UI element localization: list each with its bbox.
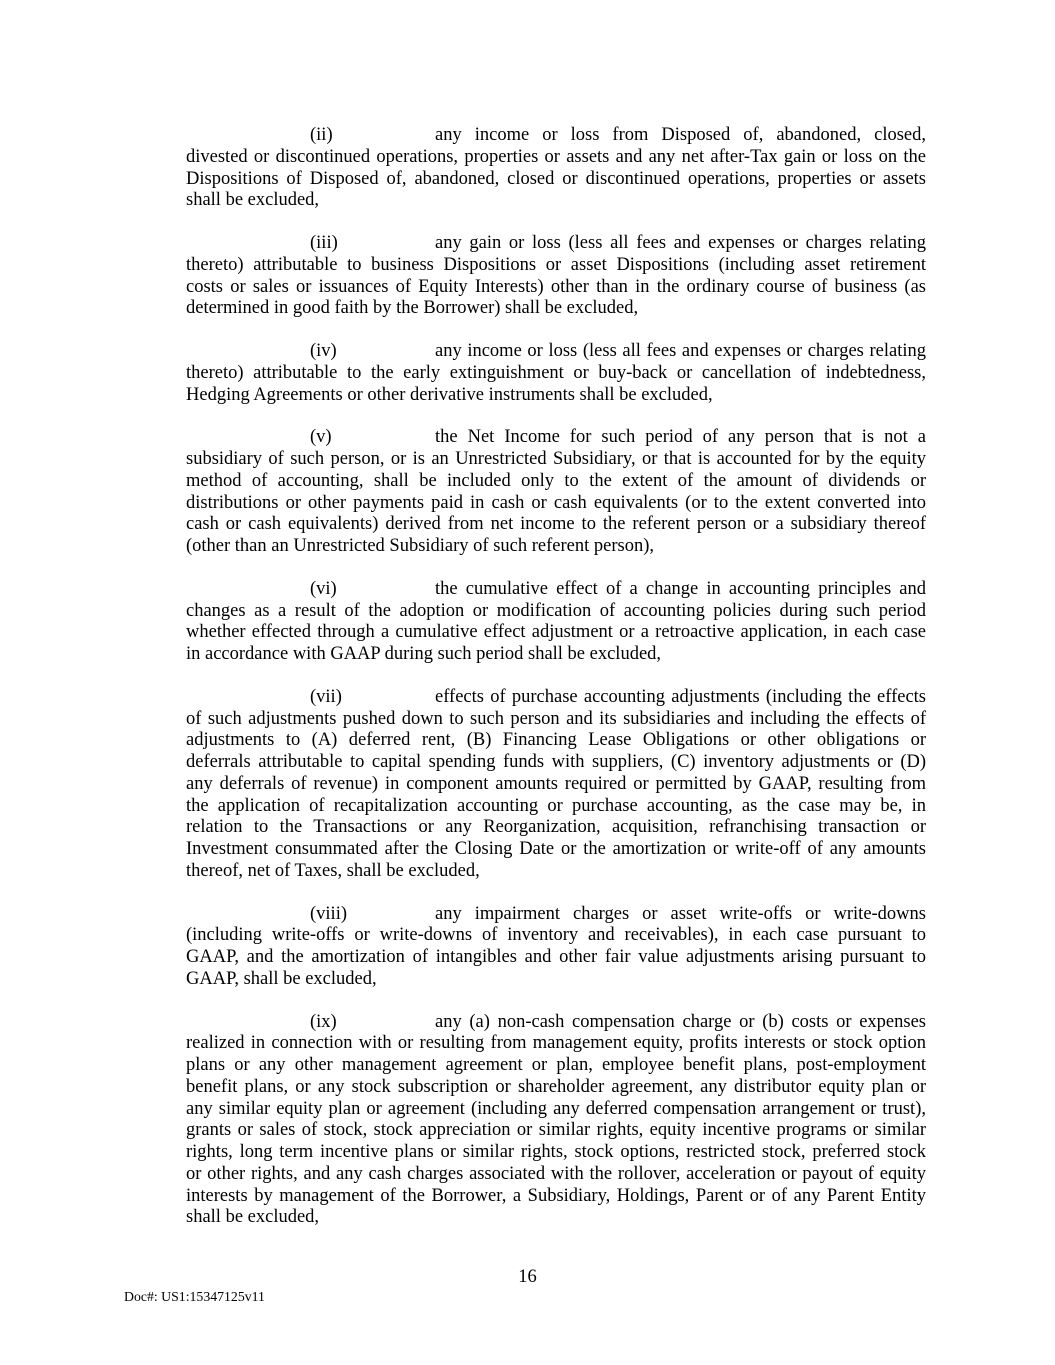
- clause-line: any income or loss from Disposed of, abandoned, closed,: [435, 125, 926, 145]
- clause-number: (vi): [310, 578, 337, 599]
- clause-viii: [186, 904, 926, 991]
- clause-first-line: [186, 125, 926, 147]
- clause-line: effects of purchase accounting adjustments (including the effects: [435, 686, 926, 707]
- clause-first-line: [186, 579, 926, 601]
- clause-line: thereof, net of Taxes, shall be excluded,: [186, 860, 480, 881]
- clause-line: plans or any other management agreement or plan, employee benefit plans, post-employment: [186, 1055, 926, 1075]
- clause-line: determined in good faith by the Borrower) shall be excluded,: [186, 298, 639, 319]
- clause-line: any income or loss (less all fees and expenses or charges relating: [435, 341, 926, 361]
- clause-line: divested or discontinued operations, properties or assets and any net after-Tax gain or loss on the: [186, 146, 926, 167]
- document-footer-id: Doc#: US1:15347125v11: [124, 1289, 265, 1304]
- clause-line: the application of recapitalization accounting or purchase accounting, as the case may be, in: [186, 795, 926, 816]
- clause-line: Dispositions of Disposed of, abandoned, closed or discontinued operations, properties or assets: [186, 168, 926, 189]
- clause-v: [186, 427, 926, 558]
- clause-line: any deferrals of revenue) in component amounts required or permitted by GAAP, resulting from: [186, 773, 926, 794]
- clause-line: deferrals attributable to capital spending funds with suppliers, (C) inventory adjustments or (D): [186, 752, 926, 772]
- clause-vi: [186, 579, 926, 666]
- clause-first-line: [186, 233, 926, 255]
- clause-line: any similar equity plan or agreement (including any deferred compensation arrangement or trust),: [186, 1098, 926, 1119]
- clause-first-line: [186, 904, 926, 926]
- clause-line: any (a) non-cash compensation charge or (b) costs or expenses: [435, 1011, 926, 1032]
- clause-line: benefit plans, or any stock subscription or shareholder agreement, any distributor equity plan or: [186, 1076, 926, 1097]
- clause-line: distributions or other payments paid in cash or cash equivalents (or to the extent converted into: [186, 492, 926, 513]
- page-number: 16: [518, 1267, 537, 1287]
- clause-first-line: [186, 427, 926, 449]
- clause-number: (v): [310, 427, 332, 448]
- clause-number: (vii): [310, 686, 342, 707]
- clause-vii: [186, 687, 926, 883]
- document-body: [186, 125, 926, 1250]
- clause-line: any gain or loss (less all fees and expenses or charges relating: [435, 233, 926, 253]
- clause-iii: [186, 233, 926, 320]
- clause-first-line: [186, 687, 926, 709]
- clause-line: (other than an Unrestricted Subsidiary of such referent person),: [186, 536, 654, 556]
- clause-iv: [186, 341, 926, 406]
- clause-line: adjustments to (A) deferred rent, (B) Financing Lease Obligations or other obligations or: [186, 730, 926, 751]
- clause-line: or other rights, and any cash charges associated with the rollover, acceleration or payout of equity: [186, 1163, 926, 1184]
- clause-ii: [186, 125, 926, 212]
- clause-line: GAAP, shall be excluded,: [186, 968, 377, 989]
- clause-line: shall be excluded,: [186, 1207, 320, 1228]
- clause-line: the cumulative effect of a change in accounting principles and: [435, 578, 926, 599]
- clause-line: realized in connection with or resulting from management equity, profits interests or stock option: [186, 1033, 926, 1054]
- clause-number: (ix): [310, 1011, 337, 1032]
- clause-line: of such adjustments pushed down to such person and its subsidiaries and including the effects of: [186, 708, 926, 729]
- clause-line: shall be excluded,: [186, 190, 320, 211]
- clause-ix: [186, 1012, 926, 1230]
- clause-line: relation to the Transactions or any Reorganization, acquisition, refranchising transaction or: [186, 817, 926, 838]
- clause-line: Hedging Agreements or other derivative instruments shall be excluded,: [186, 384, 713, 405]
- clause-line: GAAP, and the amortization of intangibles and other fair value adjustments arising pursuant to: [186, 947, 926, 967]
- clause-line: cash or cash equivalents) derived from net income to the referent person or a subsidiary thereof: [186, 514, 926, 535]
- clause-line: subsidiary of such person, or is an Unrestricted Subsidiary, or that is accounted for by the equity: [186, 449, 926, 469]
- clause-line: thereto) attributable to the early extinguishment or buy-back or cancellation of indebtedness,: [186, 362, 926, 383]
- clause-line: costs or sales or issuances of Equity Interests) other than in the ordinary course of business (as: [186, 276, 926, 297]
- clause-line: the Net Income for such period of any person that is not a: [435, 427, 926, 448]
- clause-line: interests by management of the Borrower, a Subsidiary, Holdings, Parent or of any Parent Entity: [186, 1185, 926, 1206]
- clause-line: grants or sales of stock, stock appreciation or similar rights, equity incentive programs or similar: [186, 1120, 926, 1141]
- clause-line: changes as a result of the adoption or modification of accounting policies during such period: [186, 600, 926, 621]
- clause-line: method of accounting, shall be included only to the extent of the amount of dividends or: [186, 470, 926, 491]
- clause-number: (ii): [310, 125, 333, 145]
- clause-number: (iv): [310, 341, 337, 361]
- clause-line: whether effected through a cumulative effect adjustment or a retroactive application, in each case: [186, 622, 926, 643]
- clause-line: rights, long term incentive plans or similar rights, stock options, restricted stock, preferred stock: [186, 1142, 926, 1162]
- clause-number: (viii): [310, 903, 347, 924]
- clause-line: Investment consummated after the Closing Date or the amortization or write-off of any amounts: [186, 839, 926, 859]
- clause-line: in accordance with GAAP during such period shall be excluded,: [186, 644, 662, 664]
- clause-number: (iii): [310, 233, 338, 253]
- clause-line: thereto) attributable to business Dispositions or asset Dispositions (including asset retirement: [186, 254, 926, 275]
- clause-first-line: [186, 1012, 926, 1034]
- clause-line: any impairment charges or asset write-offs or write-downs: [435, 903, 926, 924]
- clause-first-line: [186, 341, 926, 363]
- clause-line: (including write-offs or write-downs of inventory and receivables), in each case pursuant to: [186, 925, 926, 946]
